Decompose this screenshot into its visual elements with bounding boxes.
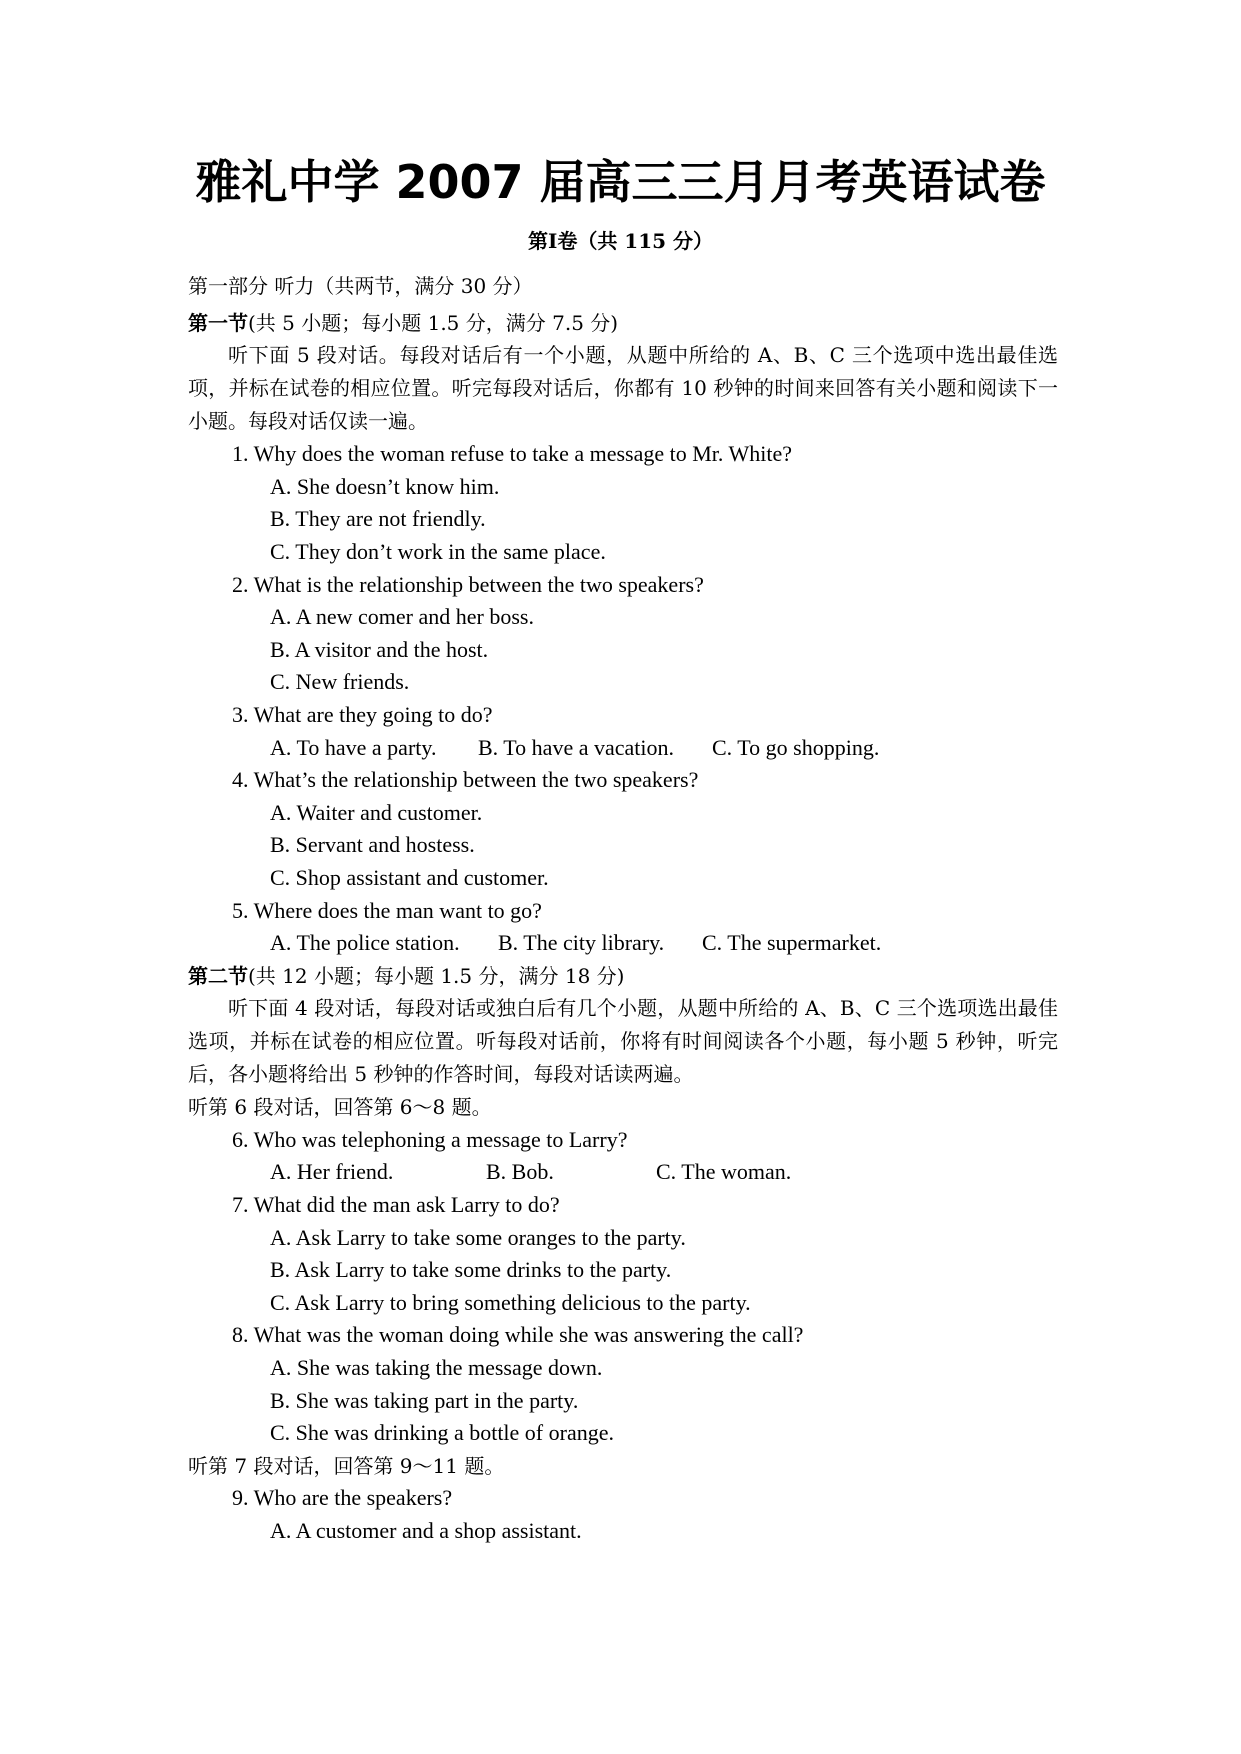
section2-instructions: 听下面 4 段对话，每段对话或独白后有几个小题，从题中所给的 A、B、C 三个选项选出最佳选项，并标在试卷的相应位置。听每段对话前，你将有时间阅读各个小题，每小题 5 秒钟，听完后，各小题将给出 5 秒钟的作答时间，每段对话读两遍。 [188, 996, 1058, 1087]
volume-subtitle: 第Ⅰ卷（共 115 分） [527, 229, 714, 253]
q3-options [188, 732, 1058, 765]
question-9: 9. Who are the speakers? [232, 1485, 453, 1511]
q4-option-b: B. Servant and hostess. [270, 832, 475, 858]
part1-heading: 第一部分 听力（共两节，满分 30 分） [188, 274, 533, 298]
q4-option-a: A. Waiter and customer. [270, 799, 483, 825]
q5-options [188, 927, 1058, 960]
q3-option-b: B. To have a vacation. [478, 734, 674, 760]
section1-heading [188, 307, 1058, 340]
q6-option-a: A. Her friend. [270, 1159, 394, 1185]
q5-option-a: A. The police station. [270, 930, 460, 956]
q1-option-c: C. They don’t work in the same place. [270, 538, 606, 564]
q1-option-b: B. They are not friendly. [270, 506, 486, 532]
q7-option-c: C. Ask Larry to bring something delicious to the party. [270, 1289, 751, 1315]
section2-label: 第二节 [188, 963, 248, 988]
question-8: 8. What was the woman doing while she was answering the call? [232, 1322, 804, 1348]
q3-option-c: C. To go shopping. [712, 734, 880, 760]
section2-heading [188, 960, 1058, 993]
q6-options [188, 1156, 1058, 1189]
q5-option-c: C. The supermarket. [702, 930, 882, 956]
q6-option-b: B. Bob. [486, 1159, 554, 1185]
question-3: 3. What are they going to do? [232, 701, 493, 727]
q2-option-c: C. New friends. [270, 669, 410, 695]
question-1: 1. Why does the woman refuse to take a message to Mr. White? [232, 441, 793, 467]
q8-option-c: C. She was drinking a bottle of orange. [270, 1420, 614, 1446]
q5-option-b: B. The city library. [498, 930, 665, 956]
question-4: 4. What’s the relationship between the two speakers? [232, 767, 699, 793]
q7-option-b: B. Ask Larry to take some drinks to the party. [270, 1257, 672, 1283]
q2-option-b: B. A visitor and the host. [270, 636, 489, 662]
section1-detail: (共 5 小题；每小题 1.5 分，满分 7.5 分) [248, 310, 619, 335]
q7-option-a: A. Ask Larry to take some oranges to the party. [270, 1224, 686, 1250]
q4-option-c: C. Shop assistant and customer. [270, 864, 549, 890]
section1-instructions: 听下面 5 段对话。每段对话后有一个小题，从题中所给的 A、B、C 三个选项中选出最佳选项，并标在试卷的相应位置。听完每段对话后，你都有 10 秒钟的时间来回答有关小题和阅读下一小题。每段对话仅读一遍。 [188, 343, 1058, 434]
question-6: 6. Who was telephoning a message to Larry? [232, 1126, 628, 1152]
q6-option-c: C. The woman. [656, 1159, 792, 1185]
section1-label: 第一节 [188, 310, 248, 335]
dialog-6-note: 听第 6 段对话，回答第 6～8 题。 [188, 1095, 492, 1120]
q2-option-a: A. A new comer and her boss. [270, 604, 534, 630]
q9-option-a: A. A customer and a shop assistant. [270, 1518, 582, 1543]
question-2: 2. What is the relationship between the two speakers? [232, 571, 704, 597]
section2-detail: (共 12 小题；每小题 1.5 分，满分 18 分) [248, 963, 625, 988]
q8-option-b: B. She was taking part in the party. [270, 1387, 579, 1413]
question-5: 5. Where does the man want to go? [232, 897, 542, 923]
dialog-7-note: 听第 7 段对话，回答第 9～11 题。 [188, 1453, 505, 1478]
exam-content [188, 270, 1058, 1548]
question-7: 7. What did the man ask Larry to do? [232, 1192, 560, 1218]
q1-option-a: A. She doesn’t know him. [270, 473, 500, 499]
q8-option-a: A. She was taking the message down. [270, 1355, 603, 1381]
exam-title: 雅礼中学 2007 届高三三月月考英语试卷 [195, 155, 1046, 209]
q3-option-a: A. To have a party. [270, 734, 437, 760]
